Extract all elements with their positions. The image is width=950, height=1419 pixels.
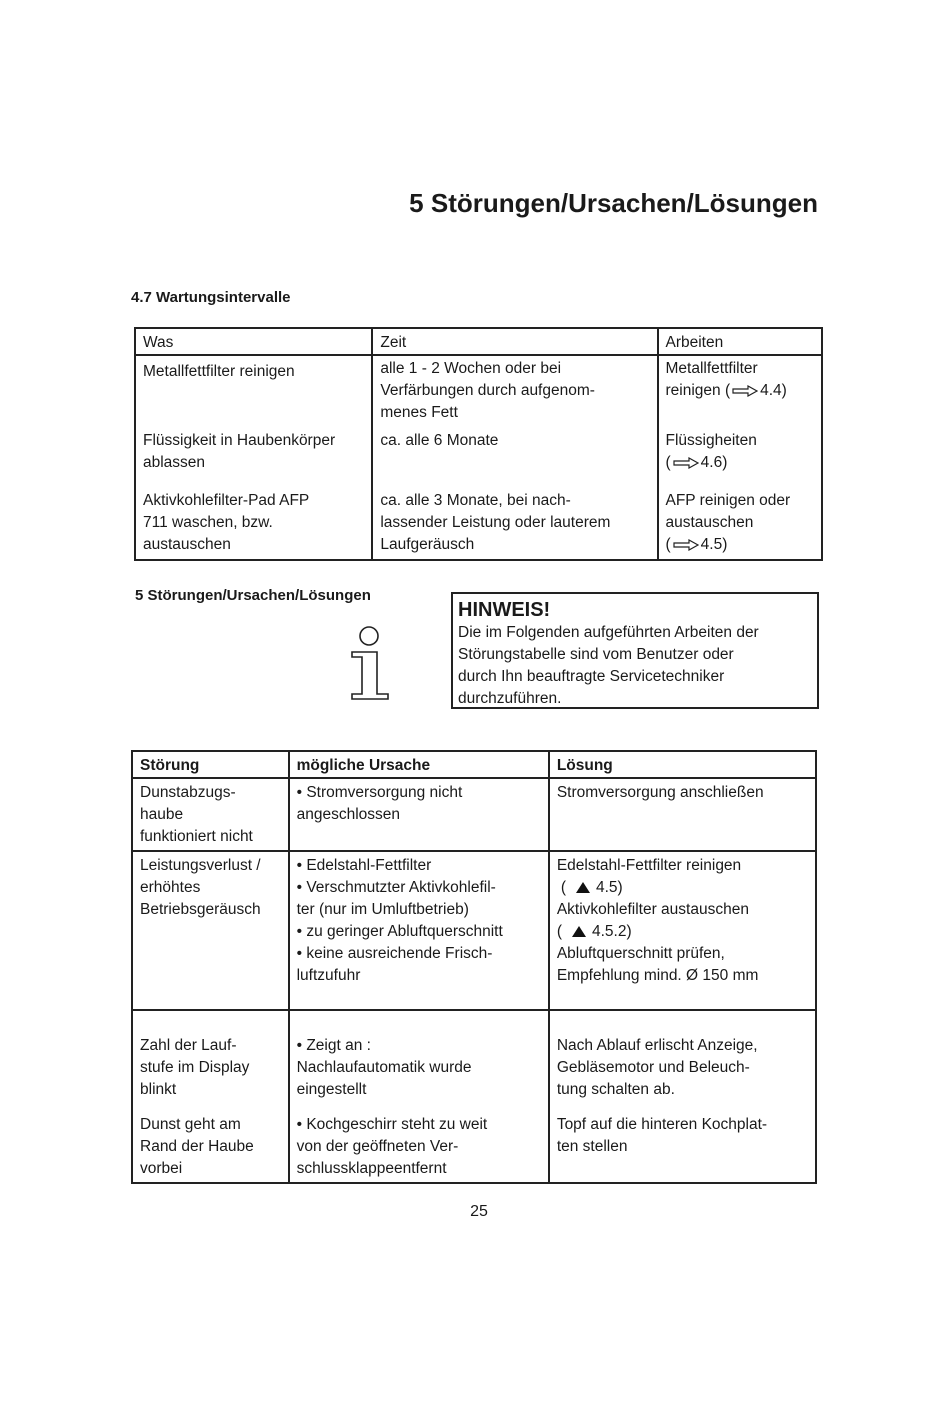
zeit-cell bbox=[372, 484, 657, 560]
cell-line: 711 waschen, bzw. bbox=[143, 514, 273, 531]
column-header-arbeiten: Arbeiten bbox=[658, 328, 823, 355]
cell-line: Empfehlung mind. Ø 150 mm bbox=[556, 967, 759, 984]
table-row bbox=[135, 426, 822, 484]
zeit-cell bbox=[372, 355, 657, 426]
reference-number: 4.5.2) bbox=[591, 923, 632, 940]
cell-line: Gebläsemotor und Beleuch- bbox=[556, 1059, 750, 1076]
cell-line: Topf auf die hinteren Kochplat- bbox=[556, 1116, 768, 1133]
arbeiten-cell bbox=[658, 426, 823, 484]
cell-line: angeschlossen bbox=[296, 806, 401, 823]
ursache-cell bbox=[289, 851, 549, 1010]
cell-line: ca. alle 6 Monate bbox=[380, 432, 499, 449]
table-header-row bbox=[132, 751, 816, 778]
reference-number: 4.4) bbox=[760, 382, 787, 399]
info-icon bbox=[348, 625, 392, 701]
arrow-right-icon bbox=[673, 457, 699, 469]
cell-line: ten stellen bbox=[556, 1138, 628, 1155]
loesung-cell bbox=[549, 778, 816, 851]
cell-line: • Stromversorgung nicht bbox=[296, 784, 463, 801]
hinweis-title: HINWEIS! bbox=[458, 599, 551, 621]
cell-line: Flüssigkeit in Haubenkörper bbox=[143, 432, 336, 449]
cell-line: Nach Ablauf erlischt Anzeige, bbox=[556, 1037, 758, 1054]
triangle-up-icon bbox=[572, 926, 586, 937]
cell-line: menes Fett bbox=[380, 404, 458, 421]
cell-line: Dunst geht am bbox=[140, 1116, 241, 1133]
section-heading-wartungsintervalle: 4.7 Wartungsintervalle bbox=[131, 289, 291, 306]
cell-line: • zu geringer Abluftquerschnitt bbox=[296, 923, 503, 940]
cell-line: alle 1 - 2 Wochen oder bei bbox=[380, 360, 562, 377]
page-title: 5 Störungen/Ursachen/Lösungen bbox=[409, 188, 818, 218]
table-header-row bbox=[135, 328, 822, 355]
stoerung-cell bbox=[132, 851, 289, 1010]
cell-line: Nachlaufautomatik wurde bbox=[296, 1059, 472, 1076]
arrow-right-icon bbox=[732, 385, 758, 397]
cell-line: Verfärbungen durch aufgenom- bbox=[380, 382, 595, 399]
table-row bbox=[135, 355, 822, 426]
cell-line: blinkt bbox=[140, 1081, 177, 1098]
was-cell bbox=[135, 484, 372, 560]
cell-line: austauschen bbox=[665, 514, 754, 531]
column-header-ursache: mögliche Ursache bbox=[289, 751, 549, 778]
cell-line: tung schalten ab. bbox=[556, 1081, 675, 1098]
table-row bbox=[132, 778, 816, 851]
cell-line: Betriebsgeräusch bbox=[140, 901, 261, 918]
section-heading-stoerungen: 5 Störungen/Ursachen/Lösungen bbox=[135, 587, 371, 604]
cell-line: erhöhtes bbox=[140, 879, 201, 896]
cell-line: Flüssigheiten bbox=[665, 432, 757, 449]
text-line: durchzuführen. bbox=[458, 690, 562, 707]
cell-line bbox=[666, 534, 815, 556]
cell-line: • Verschmutzter Aktivkohlefil- bbox=[296, 879, 496, 896]
text-line: Störungstabelle sind vom Benutzer oder bbox=[458, 646, 734, 663]
reference-paren: ( bbox=[665, 454, 671, 471]
cell-line: Stromversorgung anschließen bbox=[556, 784, 764, 801]
ursache-cell bbox=[289, 1010, 549, 1183]
cell-line: ablassen bbox=[143, 454, 206, 471]
reference-number: 4.5) bbox=[595, 879, 623, 896]
cell-line bbox=[557, 921, 808, 943]
arbeiten-cell bbox=[658, 484, 823, 560]
cell-line: Aktivkohlefilter-Pad AFP bbox=[143, 492, 310, 509]
was-cell bbox=[135, 426, 372, 484]
cell-line: funktioniert nicht bbox=[140, 828, 253, 845]
cell-line: AFP reinigen oder bbox=[665, 492, 791, 509]
cell-line: lassender Leistung oder lauterem bbox=[380, 514, 611, 531]
arrow-right-icon bbox=[673, 539, 699, 551]
zeit-cell bbox=[372, 426, 657, 484]
arbeiten-cell bbox=[658, 355, 823, 426]
table-row bbox=[135, 484, 822, 560]
reference-paren: ( bbox=[560, 879, 566, 896]
column-header-zeit: Zeit bbox=[372, 328, 657, 355]
cell-line bbox=[666, 380, 815, 402]
column-header-was: Was bbox=[135, 328, 372, 355]
troubleshooting-table bbox=[131, 750, 817, 1184]
loesung-cell bbox=[549, 1010, 816, 1183]
reference-number: 4.6) bbox=[700, 454, 728, 471]
cell-line: Edelstahl-Fettfilter reinigen bbox=[556, 857, 742, 874]
reference-number: 4.5) bbox=[700, 536, 728, 553]
reference-paren: ( bbox=[665, 536, 671, 553]
column-header-stoerung: Störung bbox=[132, 751, 289, 778]
cell-line: Laufgeräusch bbox=[380, 536, 475, 553]
hinweis-box bbox=[451, 592, 819, 709]
cell-line: vorbei bbox=[140, 1160, 183, 1177]
stoerung-cell bbox=[132, 778, 289, 851]
cell-line: haube bbox=[140, 806, 184, 823]
reference-paren: ( bbox=[556, 923, 562, 940]
cell-line: Abluftquerschnitt prüfen, bbox=[556, 945, 725, 962]
cell-line: • Zeigt an : bbox=[296, 1037, 371, 1054]
text-line: durch Ihn beauftragte Servicetechniker bbox=[458, 668, 725, 685]
cell-line: Aktivkohlefilter austauschen bbox=[556, 901, 749, 918]
table-row bbox=[132, 1010, 816, 1183]
ursache-cell bbox=[289, 778, 549, 851]
cell-line: schlussklappeentfernt bbox=[296, 1160, 447, 1177]
cell-line: eingestellt bbox=[296, 1081, 367, 1098]
cell-line: ter (nur im Umluftbetrieb) bbox=[296, 901, 469, 918]
cell-line: luftzufuhr bbox=[296, 967, 361, 984]
cell-line: von der geöffneten Ver- bbox=[296, 1138, 459, 1155]
cell-line bbox=[666, 452, 815, 474]
cell-line: stufe im Display bbox=[140, 1059, 250, 1076]
maintenance-table bbox=[134, 327, 823, 561]
text-line: Die im Folgenden aufgeführten Arbeiten der bbox=[458, 624, 759, 641]
cell-line: Metallfettfilter bbox=[665, 360, 758, 377]
triangle-up-icon bbox=[576, 882, 590, 893]
cell-line: Zahl der Lauf- bbox=[140, 1037, 237, 1054]
page-number: 25 bbox=[470, 1203, 488, 1220]
table-row bbox=[132, 851, 816, 1010]
cell-line: Dunstabzugs- bbox=[140, 784, 236, 801]
reference-paren: reinigen ( bbox=[665, 382, 731, 399]
cell-line: • Kochgeschirr steht zu weit bbox=[296, 1116, 488, 1133]
cell-line: • Edelstahl-Fettfilter bbox=[296, 857, 432, 874]
loesung-cell bbox=[549, 851, 816, 1010]
cell-line: Metallfettfilter reinigen bbox=[143, 363, 295, 380]
cell-line bbox=[557, 877, 808, 899]
cell-line: Rand der Haube bbox=[140, 1138, 254, 1155]
stoerung-cell bbox=[132, 1010, 289, 1183]
hinweis-text bbox=[458, 622, 812, 710]
cell-line: Leistungsverlust / bbox=[140, 857, 261, 874]
cell-line: austauschen bbox=[143, 536, 231, 553]
cell-line: • keine ausreichende Frisch- bbox=[296, 945, 493, 962]
column-header-loesung: Lösung bbox=[549, 751, 816, 778]
cell-line: ca. alle 3 Monate, bei nach- bbox=[380, 492, 571, 509]
was-cell bbox=[135, 355, 372, 426]
